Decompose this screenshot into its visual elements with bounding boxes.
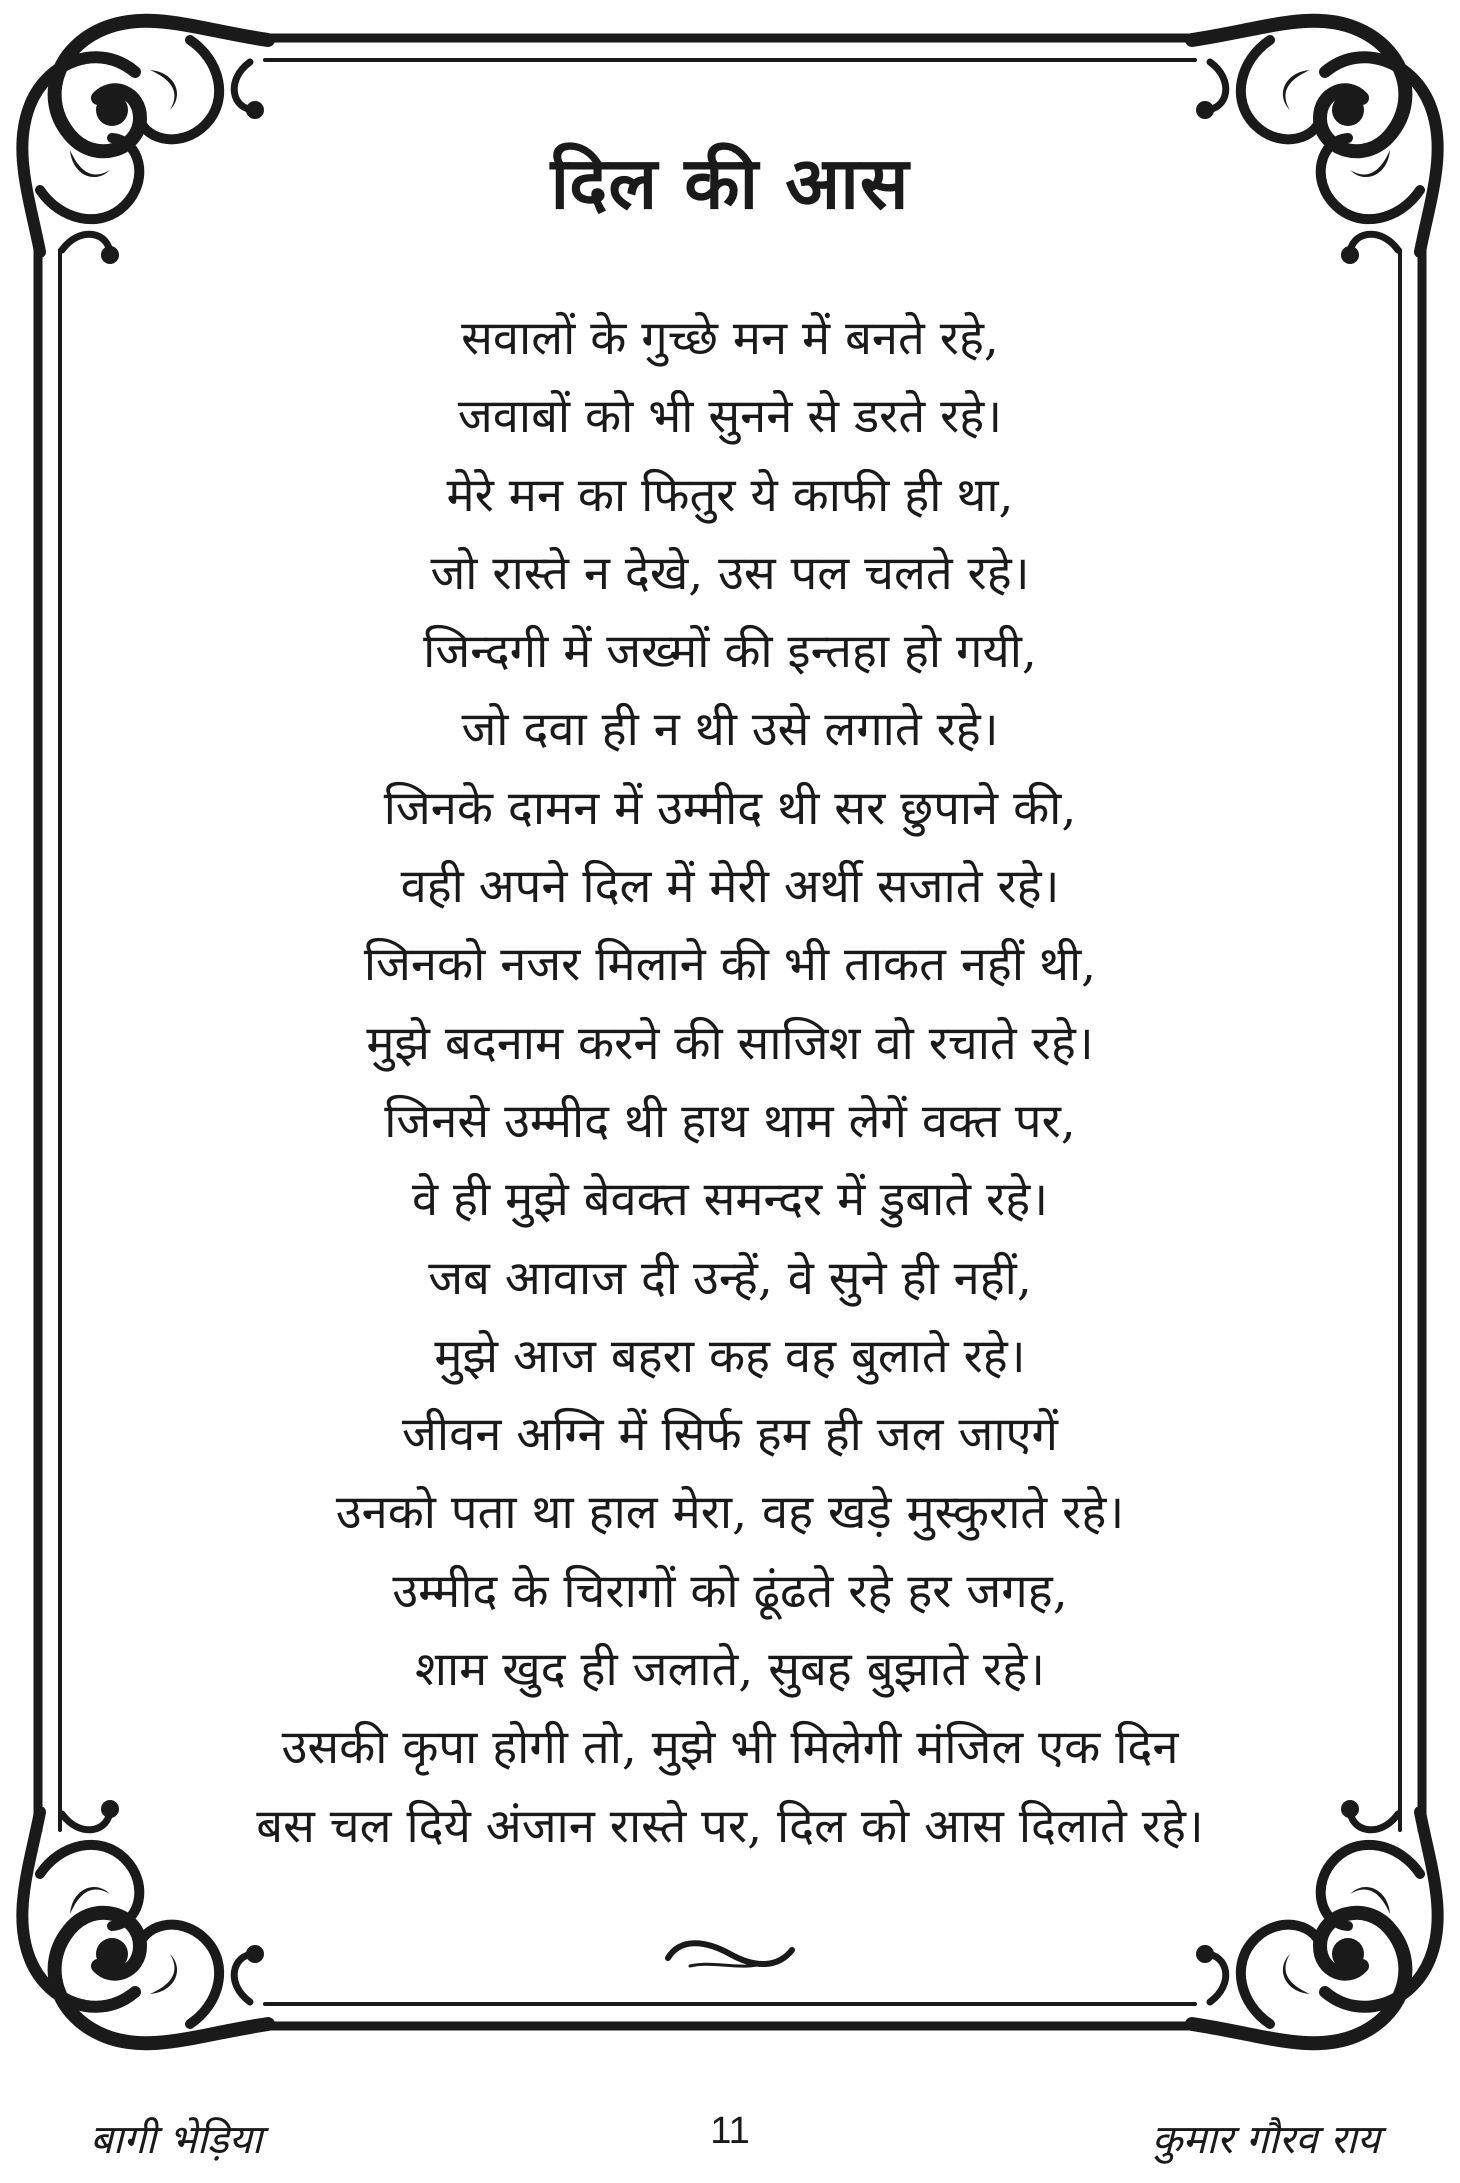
poem-block [120, 120, 1340, 1920]
poem-line: मुझे आज बहरा कह वह बुलाते रहे। [434, 1328, 1026, 1384]
poem-line: शाम खुद ही जलाते, सुबह बुझाते रहे। [415, 1642, 1045, 1698]
poem-line: उनको पता था हाल मेरा, वह खड़े मुस्कुराते रहे। [335, 1485, 1125, 1541]
poem-line: उसकी कृपा होगी तो, मुझे भी मिलेगी मंजिल एक दिन [281, 1720, 1179, 1776]
poem-line: वे ही मुझे बेवक्त समन्दर में डुबाते रहे। [411, 1172, 1049, 1228]
poem-body [120, 300, 1340, 1866]
poem-line: जिनको नजर मिलाने की भी ताकत नहीं थी, [363, 937, 1097, 993]
poem-line: मुझे बदनाम करने की साजिश वो रचाते रहे। [366, 1015, 1094, 1071]
poem-line: सवालों के गुच्छे मन में बनते रहे, [461, 311, 999, 366]
poem-line: जिनसे उम्मीद थी हाथ थाम लेगें वक्त पर, [384, 1093, 1076, 1149]
tilde-flourish-icon [660, 1930, 800, 1980]
poem-line: जीवन अग्नि में सिर्फ हम ही जल जाएगें [402, 1407, 1058, 1463]
page-footer [0, 2110, 1460, 2180]
poem-line: उम्मीद के चिरागों को ढूंढते रहे हर जगह, [392, 1563, 1068, 1619]
poem-line: जो रास्ते न देखे, उस पल चलते रहे। [430, 545, 1030, 601]
poem-line: जवाबों को भी सुनने से डरते रहे। [457, 389, 1003, 445]
poem-line: बस चल दिये अंजान रास्ते पर, दिल को आस दिलाते रहे। [256, 1798, 1204, 1854]
poem-line: जो दवा ही न थी उसे लगाते रहे। [461, 702, 999, 758]
poem-line: जिनके दामन में उम्मीद थी सर छुपाने की, [383, 780, 1077, 836]
poem-line: वही अपने दिल में मेरी अर्थी सजाते रहे। [400, 859, 1060, 915]
poem-line: जब आवाज दी उन्हें, वे सुने ही नहीं, [428, 1250, 1032, 1306]
footer-book-title: बागी भेड़िया [90, 2117, 263, 2163]
poem-line: मेरे मन का फितुर ये काफी ही था, [446, 467, 1014, 523]
poem-line: जिन्दगी में जख्मों की इन्तहा हो गयी, [423, 624, 1037, 680]
footer-author: कुमार गौरव राय [1151, 2117, 1380, 2163]
poem-title: दिल की आस [550, 140, 910, 225]
page-number: 11 [710, 2110, 750, 2152]
